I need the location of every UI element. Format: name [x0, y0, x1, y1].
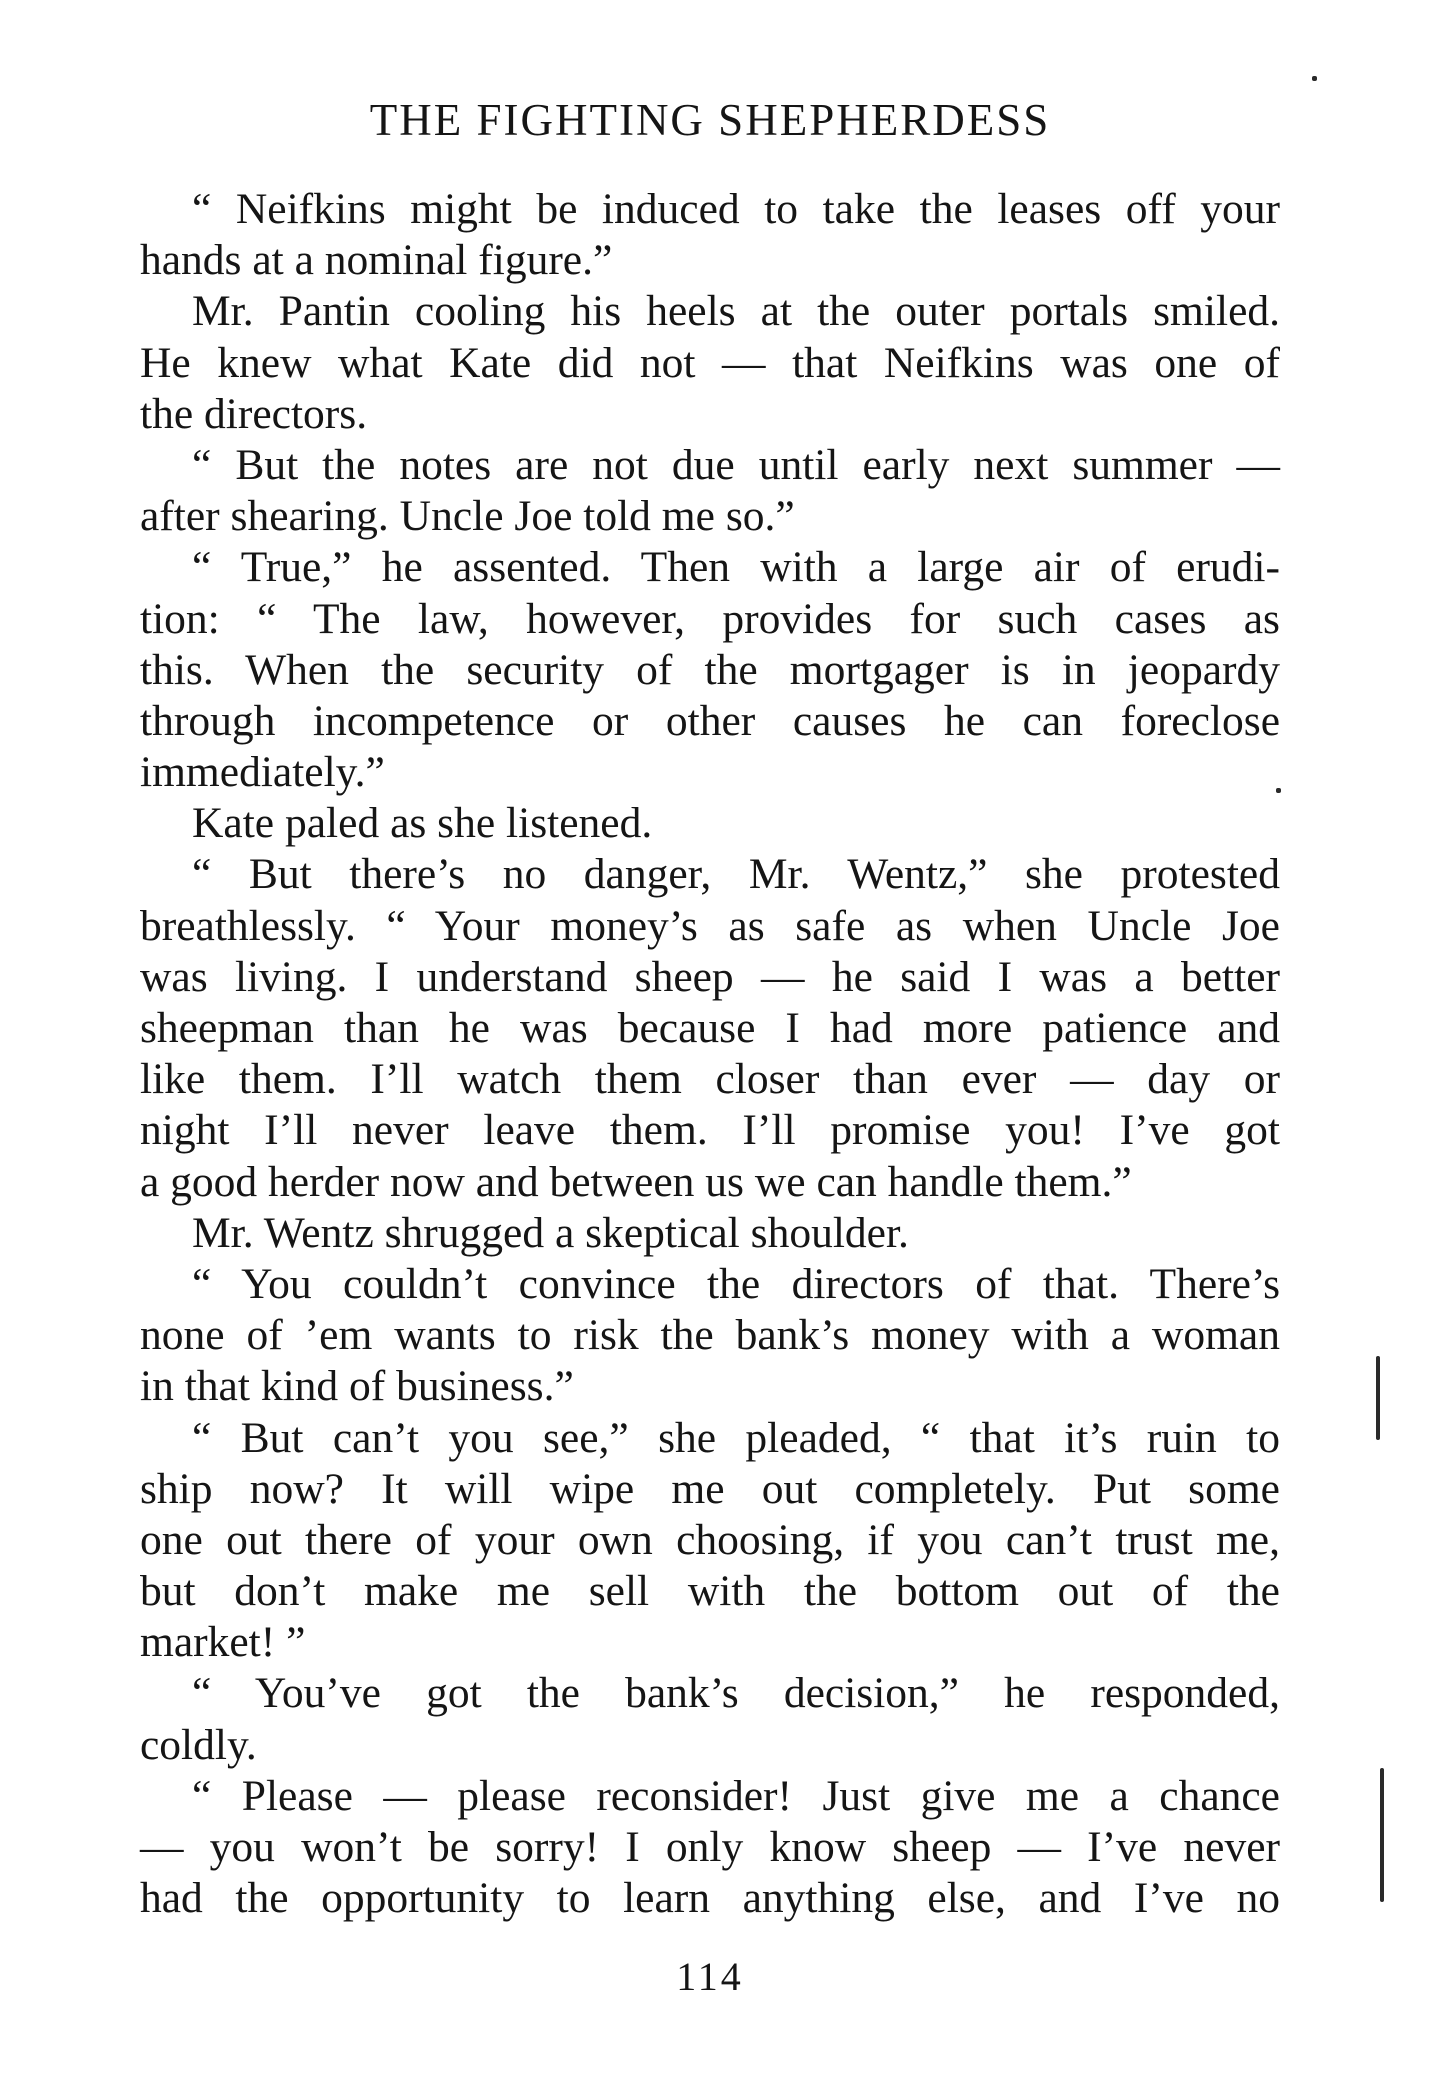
text-line: market! ”	[140, 1618, 306, 1667]
text-line: “ True,” he assented. Then with a large air of erudi-	[192, 543, 1280, 592]
text-line: “ Please — please reconsider! Just give me a chance	[192, 1771, 1280, 1820]
text-line: after shearing. Uncle Joe told me so.”	[140, 492, 795, 541]
scan-mark	[1376, 1356, 1380, 1440]
text-line: through incompetence or other causes he can foreclose	[140, 696, 1280, 745]
text-line: had the opportunity to learn anything else, and I’ve no	[140, 1874, 1280, 1923]
text-line: ship now? It will wipe me out completely. Put some	[140, 1464, 1280, 1513]
text-line: breathlessly. “ Your money’s as safe as when Uncle Joe	[140, 901, 1280, 950]
scan-mark	[1276, 788, 1281, 793]
page-number: 114	[676, 1954, 744, 1999]
text-line: “ But can’t you see,” she pleaded, “ that it’s ruin to	[192, 1413, 1280, 1462]
text-line: tion: “ The law, however, provides for such cases as	[140, 594, 1280, 643]
text-line: Mr. Wentz shrugged a skeptical shoulder.	[192, 1208, 909, 1257]
text-line: one out there of your own choosing, if you can’t trust me,	[140, 1515, 1280, 1564]
text-line: but don’t make me sell with the bottom out of the	[140, 1567, 1280, 1616]
text-line: hands at a nominal figure.”	[140, 236, 613, 285]
text-line: “ But there’s no danger, Mr. Wentz,” she protested	[192, 850, 1280, 899]
text-line: the directors.	[140, 389, 368, 438]
text-line: coldly.	[140, 1720, 257, 1769]
text-line: a good herder now and between us we can handle them.”	[140, 1157, 1132, 1206]
text-line: “ Neifkins might be induced to take the leases off your	[192, 185, 1280, 233]
text-line: none of ’em wants to risk the bank’s money with a woman	[140, 1311, 1280, 1360]
text-line: like them. I’ll watch them closer than ever — day or	[140, 1055, 1280, 1104]
text-line: this. When the security of the mortgager is in jeopardy	[140, 645, 1280, 694]
text-line: night I’ll never leave them. I’ll promise you! I’ve got	[140, 1106, 1280, 1155]
text-line: sheepman than he was because I had more patience and	[140, 1004, 1280, 1052]
text-line: “ You couldn’t convince the directors of that. There’s	[192, 1259, 1280, 1308]
text-line: Kate paled as she listened.	[192, 799, 653, 848]
text-line: He knew what Kate did not — that Neifkins was one of	[140, 338, 1280, 387]
text-line: Mr. Pantin cooling his heels at the outer portals smiled.	[192, 287, 1280, 336]
text-line: in that kind of business.”	[140, 1362, 574, 1411]
scan-mark	[1380, 1768, 1384, 1902]
scan-mark	[1312, 76, 1317, 81]
body-text	[140, 184, 1280, 1924]
text-line: immediately.”	[140, 748, 385, 797]
text-line: — you won’t be sorry! I only know sheep — I’ve never	[140, 1823, 1280, 1871]
text-line: “ You’ve got the bank’s decision,” he responded,	[192, 1669, 1280, 1718]
running-head: THE FIGHTING SHEPHERDESS	[369, 95, 1051, 145]
text-line: was living. I understand sheep — he said I was a better	[140, 952, 1280, 1001]
text-line: “ But the notes are not due until early next summer —	[192, 440, 1280, 489]
